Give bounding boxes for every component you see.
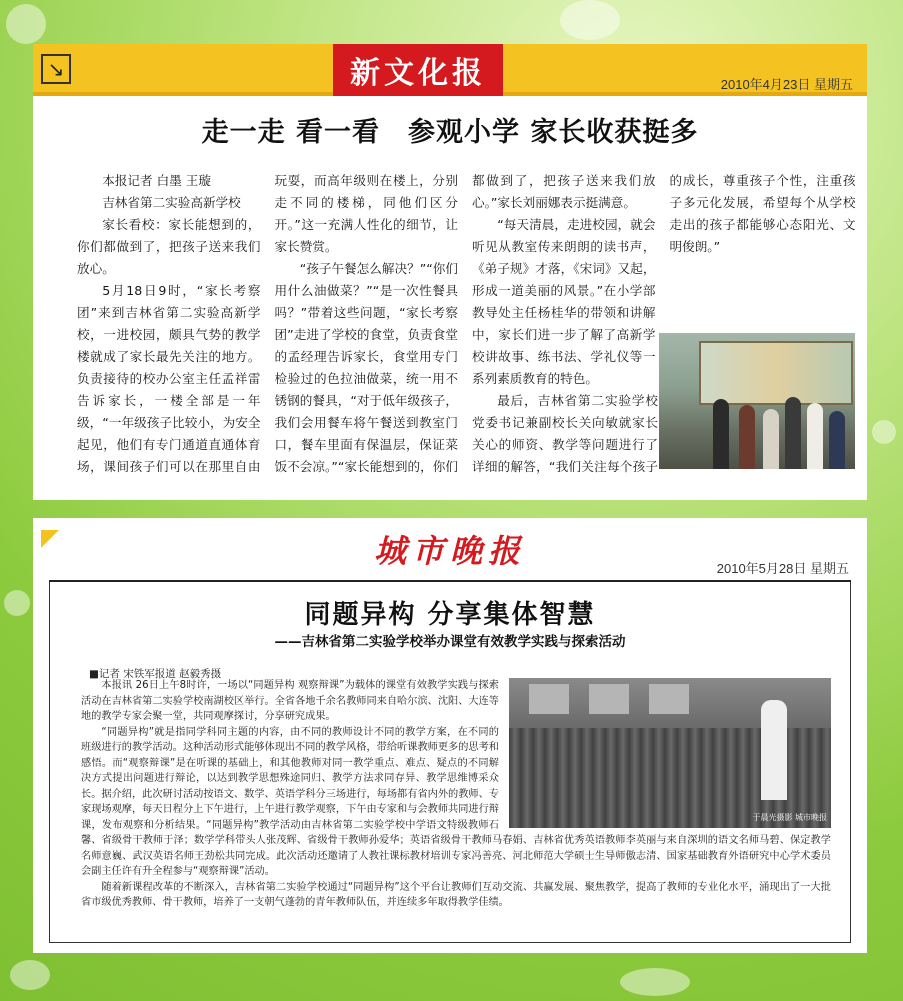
paragraph: 本报讯 26日上午8时许，一场以“同题异构 观察辩课”为载体的课堂有效教学实践与探索活动在吉林省第二实验学校南湖校区举行。全省各地千余名教师同来自哈尔滨、沈阳、大连等地的教学专家会聚一堂，共同观摩探讨，分享研究成果。 <box>81 680 499 722</box>
header-bar <box>33 44 867 96</box>
header-bar <box>33 518 867 580</box>
publication-date: 2010年4月23日 星期五 <box>720 77 853 92</box>
person-figure <box>713 399 729 469</box>
bokeh-decoration <box>620 968 690 996</box>
article-panel-1 <box>33 44 867 500</box>
byline: ■记者 宋铁军报道 赵毅秀摄 <box>89 668 222 680</box>
bokeh-decoration <box>6 4 46 44</box>
photo-window <box>649 684 689 714</box>
bokeh-decoration <box>4 590 30 616</box>
paragraph: 吉林省第二实验高新学校 <box>102 195 241 210</box>
paragraph: 5月18日9时，“家长考察团”来到吉林省第二实验高新学校，一进校园，颇具气势的教学楼就成了家长最先关注的地方。负责接待的校办公室主任孟祥雷告诉家长，一楼全部是一年级，“一年级孩子比较小，为安全起见，他们有专门通道直通体育场，课间孩子们可以在那里自由玩耍，而高年级则在楼上，分别走不同的楼梯，同他们区分开。”这一充满人性化的细节，让家长赞赏。 <box>77 173 458 474</box>
paragraph: “孩子午餐怎么解决？”“你们用什么油做菜？”“是一次性餐具吗？”带着这些问题，“家长考察团”走进了学校的食堂，负责食堂的孟经理告诉家长，食堂用专门检验过的色拉油做菜，统一用不锈钢的餐具，“对于低年级孩子，我们会用餐车将午餐送到教室门口，餐车里面有保温层，保证菜饭不会凉。”“家长能想到的，你们都做到了，把孩子送来我们放心。”家长刘丽娜表示挺满意。 <box>274 173 656 474</box>
person-figure <box>807 403 823 469</box>
bokeh-decoration <box>10 960 50 990</box>
publication-date: 2010年5月28日 星期五 <box>716 561 849 576</box>
bokeh-decoration <box>560 0 620 40</box>
article-photo <box>509 678 831 828</box>
person-figure <box>739 405 755 469</box>
masthead-logo: 城市晚报 <box>373 532 526 570</box>
person-figure <box>763 409 779 469</box>
masthead-logo: 新文化报 <box>333 44 503 96</box>
photo-window <box>589 684 629 714</box>
person-figure <box>829 411 845 469</box>
subheadline: ——吉林省第二实验学校举办课堂有效教学实践与探索活动 <box>274 634 626 650</box>
photo-window <box>529 684 569 714</box>
headline: 走一走 看一看 参观小学 家长收获挺多 <box>201 117 699 148</box>
paragraph: 最后，吉林省第二实验学校党委书记兼副校长关向敏就家长关心的师资、教学等问题进行了详细的解答，“我们关注每个孩子的成长，尊重孩子个性，注重孩子多元化发展，希望每个从学校走出的孩子都能够心态阳光、文明俊朗。” <box>472 173 856 474</box>
paragraph: “每天清晨，走进校园，就会听见从教室传来朗朗的读书声，《弟子规》才落，《宋词》又起，形成一道美丽的风景。”在小学部教导处主任杨桂华的带领和讲解中，家长们进一步了解了高新学校讲故事、练书法、学礼仪等一系列素质教育的特色。 <box>472 217 656 386</box>
article-panel-2 <box>33 518 867 953</box>
person-figure <box>785 397 801 469</box>
paragraph: “同题异构”就是指同学科同主题的内容，由不同的教师设计不同的教学方案，在不同的班级进行的教学活动。这种活动形式能够体现出不同的教学风格，带给听课教师更多的思考和感悟。而“观察辩课”是在听课的基础上，和其他教师对同一教学重点、难点、疑点的不同解决方式提出问题进行辩论，以达到教学思想殊途同归、教学方法求同存异、教学思维博采众长。据介绍，此次研讨活动按语文、数学、英语学科分三场进行，每场都有省内外的教师、专家现场观摩，每天日程分上下午进行，上午进行教学观察，下午由专家和与会教师共同进行辩课，发布观察和分析结果。“同题异构”教学活动由吉林省第二实验学校中学语文特级教师石馨、省级骨干教师于泽；数学学科带头人张茂辉、省级骨干教师孙爱华；英语省级骨干教师马春娟、吉林省优秀英语教师李英丽与来自深圳的语文名师马碧、保定教学名师意巍、武汉英语名师王劲松共同完成。此次活动还邀请了人教社课标教材培训专家冯善亮、河北师范大学硕士生导师傲志清、国家基础教育外语研究中心学术委员会副主任许有升全程参与“观察辩课”活动。 <box>81 726 831 877</box>
headline: 同题异构 分享集体智慧 <box>304 600 596 630</box>
arrow-down-right-icon: ↘ <box>41 54 71 84</box>
byline: 本报记者 白墨 王璇 <box>102 173 211 188</box>
paragraph: 随着新课程改革的不断深入，吉林省第二实验学校通过“同题异构”这个平台让教师们互动交流、共赢发展、聚焦教学，提高了教师的专业化水平，涌现出了一大批省市级优秀教师、骨干教师，培养了一支朝气蓬勃的青年教师队伍，并连续多年取得教学佳绩。 <box>81 881 831 908</box>
paragraph: 家长看校：家长能想到的，你们都做到了，把孩子送来我们放心。 <box>77 217 261 276</box>
photo-caption: 于晨光摄影 城市晚报 <box>752 812 827 822</box>
article-body <box>81 678 831 928</box>
bulletin-board <box>699 341 853 405</box>
article-photo <box>659 333 855 469</box>
photo-speaker <box>761 700 787 800</box>
bokeh-decoration <box>872 420 896 444</box>
